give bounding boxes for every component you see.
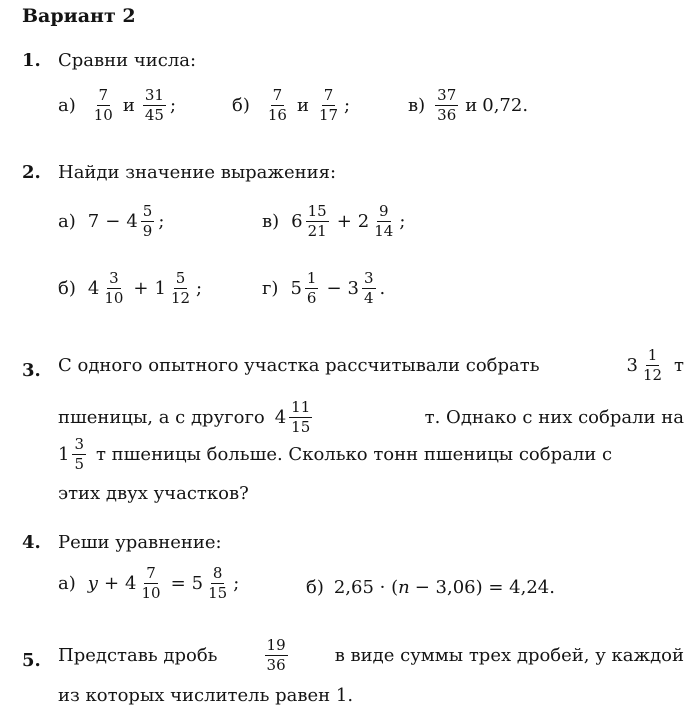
item-label: а) bbox=[58, 95, 76, 116]
fraction: $\frac{11}{15}$ bbox=[291, 398, 311, 436]
fraction: $\frac{5}{12}$ bbox=[170, 269, 191, 307]
task1-number: 1. bbox=[22, 50, 41, 71]
fraction: $\frac{9}{14}$ bbox=[374, 202, 394, 240]
task4-item-a: а) y + 4 $\frac{7}{10}$ = 5 $\frac{8}{15}$ ; bbox=[58, 564, 240, 602]
task3-line-4: этих двух участков? bbox=[58, 483, 249, 504]
fraction: $\frac{7}{10}$ bbox=[93, 86, 113, 124]
task4-prompt: Реши уравнение: bbox=[58, 532, 222, 553]
task2-item-a: а) 7 − 4 $\frac{5}{9}$ ; bbox=[58, 202, 165, 240]
fraction: $\frac{7}{16}$ bbox=[267, 86, 287, 124]
task2-item-v: в) 6 $\frac{15}{21}$ + 2 $\frac{9}{14}$ ; bbox=[262, 202, 406, 240]
task1-item-c: в) $\frac{37}{36}$ и 0,72. bbox=[408, 86, 529, 124]
fraction: $\frac{19}{36}$ bbox=[266, 636, 286, 674]
fraction: $\frac{15}{21}$ bbox=[307, 202, 327, 240]
task1-item-a: а) $\frac{7}{10}$ и $\frac{31}{45}$ ; bbox=[58, 86, 177, 124]
fraction: $\frac{31}{45}$ bbox=[144, 86, 164, 124]
task3-number: 3. bbox=[22, 360, 41, 381]
fraction: $\frac{8}{15}$ bbox=[208, 564, 228, 602]
item-label: в) bbox=[262, 211, 280, 232]
item-label: б) bbox=[58, 278, 76, 299]
fraction: $\frac{7}{10}$ bbox=[141, 564, 161, 602]
item-label: г) bbox=[262, 278, 279, 299]
item-label: а) bbox=[58, 211, 76, 232]
task5-line-2: из которых числитель равен 1. bbox=[58, 685, 354, 706]
task2-prompt: Найди значение выражения: bbox=[58, 162, 337, 183]
task5-line-1: Представь дробь $\frac{19}{36}$ в виде суммы трех дробей, у каждой bbox=[58, 636, 684, 674]
fraction: $\frac{3}{4}$ bbox=[364, 269, 374, 307]
fraction: $\frac{1}{6}$ bbox=[306, 269, 317, 307]
fraction: $\frac{37}{36}$ bbox=[437, 86, 457, 124]
task1-prompt: Сравни числа: bbox=[58, 50, 197, 71]
item-label: в) bbox=[408, 95, 426, 116]
task5-number: 5. bbox=[22, 650, 41, 671]
item-label: а) bbox=[58, 573, 76, 594]
task2-item-g: г) 5 $\frac{1}{6}$ − 3 $\frac{3}{4}$ . bbox=[262, 269, 386, 307]
task1-item-b: б) $\frac{7}{16}$ и $\frac{7}{17}$ ; bbox=[232, 86, 351, 124]
item-label: б) bbox=[306, 577, 324, 598]
task2-number: 2. bbox=[22, 162, 41, 183]
fraction: $\frac{3}{5}$ bbox=[74, 435, 84, 473]
fraction: $\frac{5}{9}$ bbox=[142, 202, 153, 240]
fraction: $\frac{1}{12}$ bbox=[642, 346, 663, 384]
fraction: $\frac{7}{17}$ bbox=[318, 86, 339, 124]
item-label: б) bbox=[232, 95, 250, 116]
task2-item-b: б) 4 $\frac{3}{10}$ + 1 $\frac{5}{12}$ ; bbox=[58, 269, 203, 307]
task4-item-b: б) 2,65 · ( n − 3,06) = 4,24. bbox=[306, 577, 555, 598]
task4-number: 4. bbox=[22, 532, 41, 553]
fraction: $\frac{3}{10}$ bbox=[104, 269, 124, 307]
task3-line-3: 1 $\frac{3}{5}$ т пшеницы больше. Сколько тонн пшеницы собрали с bbox=[58, 435, 613, 473]
task3-line-2: пшеницы, а с другого 4 $\frac{11}{15}$ т. Однако с них собрали на bbox=[58, 398, 684, 436]
page-title: Вариант 2 bbox=[22, 5, 136, 27]
task3-line-1: С одного опытного участка рассчитывали собрать 3 $\frac{1}{12}$ т bbox=[58, 346, 684, 384]
